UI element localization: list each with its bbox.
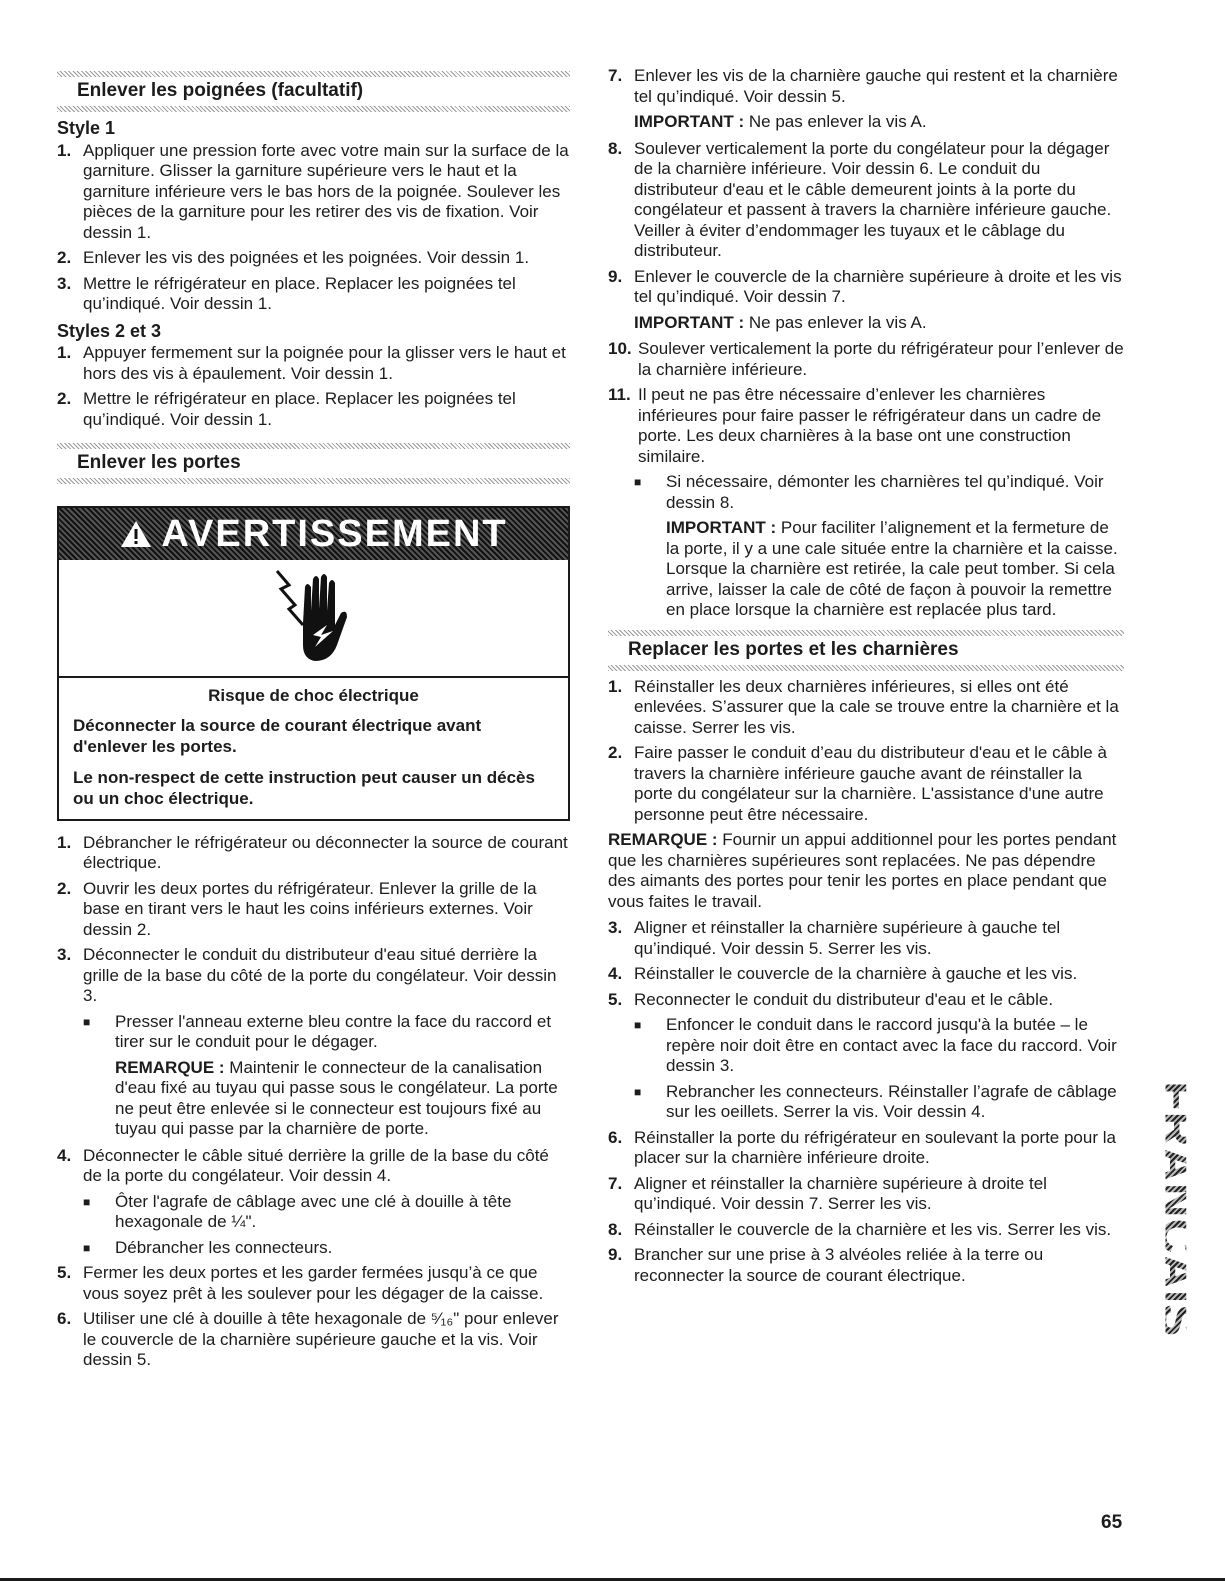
list-item: 3. Mettre le réfrigérateur en place. Replacer les poignées tel qu’indiqué. Voir dessin 1. — [57, 273, 516, 313]
list-item: 2. Enlever les vis des poignées et les poignées. Voir dessin 1. — [57, 248, 530, 267]
list-item: 1. Réinstaller les deux charnières inférieures, si elles ont été enlevées. S’assurer que la cale se trouve entre la charnière et la caisse. Serrer les vis. — [608, 676, 1119, 737]
list-item: 5. Fermer les deux portes et les garder fermées jusqu’à ce que vous soyez prêt à les soulever pour les dégager de la caisse. — [57, 1263, 544, 1303]
bottom-rule — [0, 1578, 1225, 1581]
important-note: IMPORTANT : Ne pas enlever la vis A. — [634, 112, 927, 131]
list-item: 6. Utiliser une clé à douille à tête hexagonale de ⁵⁄₁₆" pour enlever le couvercle de la charnière supérieure gauche et la vis. Voir dessin 5. — [57, 1309, 559, 1369]
important-note: IMPORTANT : Ne pas enlever la vis A. — [634, 312, 927, 332]
list-item: 7. Aligner et réinstaller la charnière supérieure à droite tel qu’indiqué. Voir dessin 7. Serrer les vis. — [608, 1173, 1047, 1213]
warning-body — [59, 678, 568, 819]
list-item: 4. Déconnecter le câble situé derrière la grille de la base du côté de la porte du congélateur. Voir dessin 4. — [57, 1145, 549, 1185]
language-tab-text: FRANÇAIS — [1150, 1081, 1204, 1337]
section-title: Enlever les poignées (facultatif) — [77, 80, 364, 101]
warning-risk-title: Risque de choc électrique — [208, 686, 419, 705]
bullet-item: ■ Enfoncer le conduit dans le raccord jusqu'à la butée – le repère noir doit être en contact avec la face du raccord. Voir dessin 3. — [634, 1015, 1117, 1075]
warning-text: Déconnecter la source de courant électrique avant d'enlever les portes. — [73, 715, 482, 756]
list-item: 10. Soulever verticalement la porte du réfrigérateur pour l’enlever de la charnière inférieure. — [608, 339, 1124, 379]
list-item: 2. Ouvrir les deux portes du réfrigérateur. Enlever la grille de la base en tirant vers le haut les coins inférieurs externes. Voir dessin 2. — [57, 878, 537, 939]
right-column — [608, 66, 1124, 1291]
section-header-replace — [608, 627, 1124, 671]
style23-title: Styles 2 et 3 — [57, 320, 162, 341]
page-number: 65 — [1101, 1512, 1123, 1533]
section-title: Enlever les portes — [77, 452, 241, 473]
list-item: 5. Reconnecter le conduit du distributeur d'eau et le câble. — [608, 989, 1054, 1009]
list-item: 6. Réinstaller la porte du réfrigérateur en soulevant la porte pour la placer sur la charnière inférieure droite. — [608, 1127, 1116, 1167]
bullet-item: ■ Rebrancher les connecteurs. Réinstaller l’agrafe de câblage sur les oeillets. Serrer la vis. Voir dessin 4. — [634, 1081, 1117, 1121]
section-header-handles — [57, 68, 570, 112]
bullet-item: ■ Presser l'anneau externe bleu contre la face du raccord et tirer sur le conduit pour le dégager. — [83, 1011, 552, 1051]
bullet-item: ■ Ôter l'agrafe de câblage avec une clé à douille à tête hexagonale de ¼". — [83, 1191, 512, 1231]
electric-shock-hand-icon — [269, 565, 359, 671]
warning-banner — [59, 508, 568, 560]
list-item: 3. Déconnecter le conduit du distributeur d'eau situé derrière la grille de la base du côté de la porte du congélateur. Voir dessin 3. — [57, 945, 557, 1005]
style1-title: Style 1 — [57, 118, 116, 138]
section-title: Replacer les portes et les charnières — [628, 638, 959, 660]
important-note: IMPORTANT : Pour faciliter l’alignement et la fermeture de la porte, il y a une cale située entre la charnière et la caisse. Lorsque la charnière est retirée, la cale peut tomber. Si cela arrive, laisser la cale de côté de façon à pouvoir la remettre en place lorsque la charnière est replacée plus tard. — [666, 518, 1118, 619]
warning-banner-text: AVERTISSEMENT — [161, 512, 508, 555]
bullet-item: ■ Si nécessaire, démonter les charnières tel qu’indiqué. Voir dessin 8. — [634, 472, 1104, 512]
warning-box — [57, 506, 570, 821]
warning-triangle-icon — [119, 519, 153, 549]
list-item: 1. Débrancher le réfrigérateur ou déconnecter la source de courant électrique. — [57, 832, 568, 872]
list-item: 1. Appuyer fermement sur la poignée pour la glisser vers le haut et hors des vis à épaulement. Voir dessin 1. — [57, 343, 566, 383]
note: REMARQUE : Maintenir le connecteur de la canalisation d'eau fixé au tuyau qui passe sous le congélateur. La porte ne peut être enlevée si le connecteur est toujours fixé au tuyau qui passe par la charnière de porte. — [115, 1057, 558, 1138]
list-item: 3. Aligner et réinstaller la charnière supérieure à gauche tel qu’indiqué. Voir dessin 5. Serrer les vis. — [608, 918, 1061, 958]
remark-paragraph: REMARQUE : Fournir un appui additionnel pour les portes pendant que les charnières supérieures sont replacées. Ne pas dépendre des aimants des portes pour tenir les portes en place pendant que vous faites le travail. — [608, 830, 1117, 911]
shock-symbol-area — [59, 560, 568, 678]
left-column — [57, 68, 570, 1376]
square-bullet-icon: ■ — [83, 1194, 91, 1209]
list-item: 2. Faire passer le conduit d’eau du distributeur d'eau et le câble à travers la charnière inférieure gauche avant de réinstaller la porte du congélateur sur la charnière. L'assistance d'une autre personne peut être nécessaire. — [608, 743, 1107, 824]
section-header-doors — [57, 440, 570, 484]
square-bullet-icon: ■ — [634, 1018, 642, 1032]
list-item: 8. Réinstaller le couvercle de la charnière et les vis. Serrer les vis. — [608, 1219, 1112, 1239]
list-item: 11. Il peut ne pas être nécessaire d’enlever les charnières inférieures pour faire passer le réfrigérateur dans un cadre de porte. Les deux charnières à la base ont une construction similaire. — [608, 385, 1102, 466]
square-bullet-icon: ■ — [634, 1084, 642, 1099]
list-item: 2. Mettre le réfrigérateur en place. Replacer les poignées tel qu’indiqué. Voir dessin 1. — [57, 389, 516, 429]
list-item: 4. Réinstaller le couvercle de la charnière à gauche et les vis. — [608, 964, 1078, 983]
warning-text: Le non-respect de cette instruction peut causer un décès ou un choc électrique. — [73, 767, 535, 808]
language-side-tab — [1150, 1078, 1202, 1340]
list-item: 1. Appliquer une pression forte avec votre main sur la surface de la garniture. Glisser la garniture supérieure vers le haut et la garniture inférieure vers le bas hors de la poignée. Soulever les pièces de la garniture pour les retirer des vis de fixation. Voir dessin 1. — [57, 140, 569, 242]
square-bullet-icon: ■ — [83, 1014, 91, 1029]
list-item: 8. Soulever verticalement la porte du congélateur pour la dégager de la charnière inférieure. Voir dessin 6. Le conduit du distributeur d'eau et le câble demeurent joints à la porte du congélateur et passent à travers la charnière inférieure gauche. Veiller à éviter d’endommager les tuyaux et le câblage du distributeur. — [608, 138, 1112, 260]
square-bullet-icon: ■ — [83, 1240, 91, 1255]
list-item: 7. Enlever les vis de la charnière gauche qui restent et la charnière tel qu’indiqué. Voir dessin 5. — [608, 66, 1118, 106]
bullet-item: ■ Débrancher les connecteurs. — [83, 1237, 333, 1257]
list-item: 9. Brancher sur une prise à 3 alvéoles reliée à la terre ou reconnecter la source de courant électrique. — [608, 1245, 1044, 1285]
list-item: 9. Enlever le couvercle de la charnière supérieure à droite et les vis tel qu’indiqué. Voir dessin 7. — [608, 266, 1122, 306]
square-bullet-icon: ■ — [634, 475, 642, 489]
